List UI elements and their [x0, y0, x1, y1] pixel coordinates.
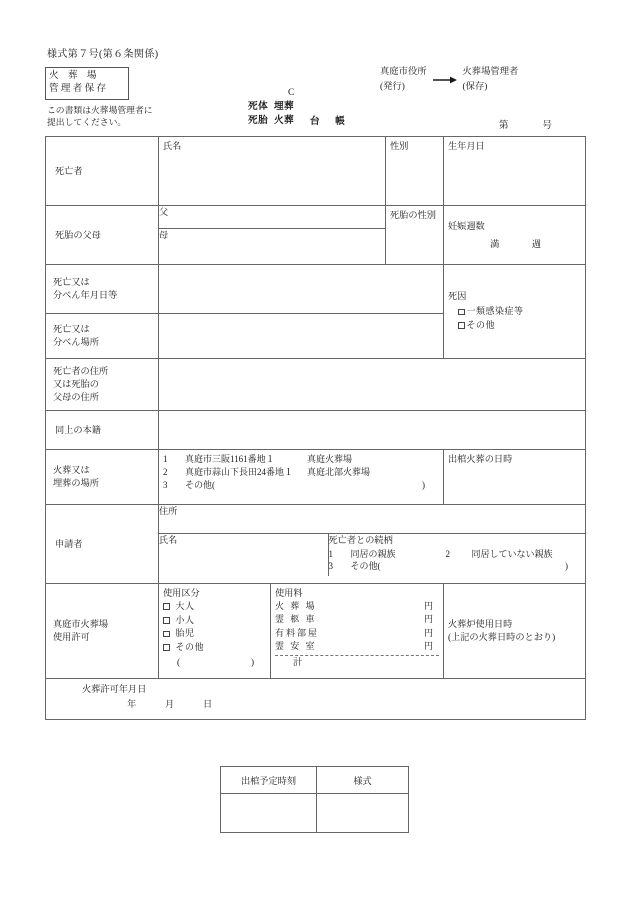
burial-option-2-address: 真庭市蒜山下長田24番地１	[185, 467, 294, 478]
relationship-option-2-label: 同居していない親族	[471, 548, 553, 559]
keeper-stamp-box	[45, 67, 129, 100]
field-fetus-sex[interactable]	[386, 206, 444, 265]
right-arrow-icon	[433, 65, 457, 84]
form-number: 様式第７号(第６条関係)	[47, 49, 159, 60]
checkbox-icon[interactable]	[163, 631, 170, 638]
field-father[interactable]	[159, 206, 385, 229]
field-fees[interactable]	[271, 584, 444, 679]
bottom-table-cell-departure-time[interactable]	[221, 794, 317, 833]
label-mother: 母	[159, 230, 169, 240]
cause-option-infectious[interactable]	[458, 305, 581, 319]
keeper-box-line-1	[49, 70, 125, 83]
row-applicant-address	[159, 505, 586, 534]
issuing-flow	[380, 65, 518, 95]
permit-date-year: 年	[127, 698, 137, 709]
burial-option-1-address: 真庭市三阪1161番地１	[185, 454, 275, 464]
label-departure-datetime: 出棺火葬の日時	[448, 454, 513, 464]
field-relationship[interactable]	[328, 534, 586, 577]
label-death-place-line-1: 死亡又は	[53, 324, 90, 335]
cause-option-other-label: その他	[466, 319, 496, 330]
fee-item-mortuary-label: 霊 安 室	[275, 641, 317, 652]
bottom-table-header-departure-time: 出棺予定時刻	[221, 767, 317, 794]
usage-paren-close: )	[250, 656, 254, 667]
bottom-table-header-row	[221, 767, 409, 794]
title-matrix	[248, 100, 300, 128]
label-address-line-1: 死亡者の住所	[53, 366, 109, 377]
keeper-box-text-2: 管 理 者 保 存	[49, 83, 107, 94]
burial-option-2-facility: 真庭北部火葬場	[307, 467, 371, 478]
label-deceased	[46, 137, 159, 206]
flow-keeper-role: (保存)	[462, 81, 488, 92]
relationship-option-1-number: 1	[328, 548, 333, 559]
field-applicant-address[interactable]	[159, 505, 586, 534]
permit-date-block	[50, 682, 581, 711]
label-relationship: 死亡者との続柄	[328, 535, 393, 545]
fee-item-paid-room	[275, 627, 439, 641]
row-applicant	[46, 505, 586, 584]
field-applicant	[159, 505, 586, 584]
usage-other-input[interactable]	[163, 656, 266, 669]
document-title	[248, 100, 348, 128]
usage-option-other[interactable]	[163, 641, 266, 655]
usage-paren-open: (	[177, 656, 181, 667]
row-applicant-name	[159, 534, 586, 577]
checkbox-icon[interactable]	[163, 644, 170, 651]
label-cause-of-death: 死因	[448, 291, 467, 302]
label-father: 父	[159, 207, 169, 217]
row-father	[159, 206, 385, 229]
flow-issuer	[380, 65, 427, 95]
label-burial-place-line-2: 埋葬の場所	[53, 478, 99, 488]
title-kaso: 火葬	[274, 114, 295, 126]
field-death-place[interactable]	[159, 314, 444, 359]
row-family-registry	[46, 411, 586, 450]
field-burial-place-options[interactable]	[159, 450, 444, 505]
label-stillborn-parents-text: 死胎の父母	[55, 229, 101, 240]
submission-note-line-1: この書類は火葬場管理者に	[47, 105, 153, 115]
usage-option-fetus[interactable]	[163, 627, 266, 641]
relationship-option-row-2[interactable]	[329, 560, 587, 573]
field-stillborn-parents	[159, 206, 386, 265]
usage-option-adult[interactable]	[163, 600, 266, 614]
gestation-week-label: 週	[531, 238, 541, 249]
title-shitai-fetus: 死胎	[248, 114, 269, 126]
fee-item-crematorium-label: 火 葬 場	[275, 600, 317, 611]
gestation-inline	[448, 238, 581, 251]
relationship-option-2-number: 2	[445, 548, 450, 559]
fee-item-crematorium-unit: 円	[423, 600, 433, 611]
fee-item-hearse-label: 霊 柩 車	[275, 614, 317, 625]
usage-option-child-label: 小人	[175, 614, 195, 625]
field-deceased-sex[interactable]	[386, 137, 444, 206]
field-applicant-name[interactable]	[159, 534, 328, 577]
label-death-date-line-1: 死亡又は	[53, 277, 90, 288]
main-form-table	[45, 136, 586, 720]
label-fees: 使用料	[275, 588, 303, 598]
label-death-place-line-2: 分べん場所	[53, 337, 99, 347]
label-permit-date: 火葬許可年月日	[82, 684, 147, 694]
usage-option-adult-label: 大人	[175, 600, 195, 611]
title-matrix-row-2	[248, 114, 300, 128]
field-usage-category[interactable]	[159, 584, 271, 679]
relationship-option-3-close-paren: )	[565, 561, 568, 572]
fee-item-paid-room-label: 有料部屋	[275, 627, 320, 638]
ledger-number-suffix: 号	[542, 121, 553, 131]
label-deceased-text: 死亡者	[55, 165, 83, 176]
label-address	[46, 359, 159, 411]
label-gestation: 妊娠週数	[448, 220, 485, 231]
title-matrix-row-1	[248, 100, 300, 114]
burial-place-option-1[interactable]	[163, 453, 439, 466]
relationship-option-row-1[interactable]	[329, 548, 587, 561]
field-permit-date[interactable]	[46, 679, 586, 720]
checkbox-icon[interactable]	[163, 603, 170, 610]
field-mother[interactable]	[159, 229, 385, 252]
label-permit	[46, 584, 159, 679]
field-gestation-weeks[interactable]	[444, 206, 586, 265]
title-shitai: 死体	[248, 101, 269, 112]
title-ledger: 台 帳	[310, 115, 348, 127]
label-fetus-sex: 死胎の性別	[390, 210, 436, 220]
submission-note-line-2: 提出してください。	[47, 116, 127, 127]
flow-issuer-name: 真庭市役所	[380, 67, 427, 77]
label-name: 氏名	[163, 141, 182, 151]
row-deceased	[46, 137, 586, 206]
applicant-subtable	[159, 505, 586, 576]
label-permit-line-1: 真庭市火葬場	[53, 619, 109, 630]
keeper-box-text-1: 火 葬 場	[49, 71, 97, 81]
fee-item-hearse	[275, 613, 439, 627]
label-sex: 性別	[390, 141, 409, 151]
burial-option-1-facility: 真庭火葬場	[307, 454, 353, 464]
row-permit	[46, 584, 586, 679]
burial-option-3-number: 3	[163, 480, 168, 491]
burial-place-option-list	[163, 453, 439, 492]
field-address[interactable]	[159, 359, 586, 411]
field-deceased-name[interactable]	[159, 137, 386, 206]
label-burial-place-line-1: 火葬又は	[53, 465, 90, 476]
field-furnace-datetime[interactable]	[444, 584, 586, 679]
label-death-date-line-2: 分べん年月日等	[53, 290, 118, 300]
usage-option-other-label: その他	[175, 641, 205, 652]
burial-option-3-close-paren: )	[422, 480, 425, 491]
usage-option-child[interactable]	[163, 614, 266, 628]
keeper-box-line-2	[49, 83, 125, 96]
field-departure-datetime[interactable]	[444, 450, 586, 505]
label-applicant	[46, 505, 159, 584]
title-maiso: 埋葬	[274, 101, 295, 112]
permit-date-inputs[interactable]	[82, 697, 581, 712]
fee-item-mortuary-unit: 円	[423, 641, 433, 652]
relationship-option-3-label: その他(	[350, 561, 381, 572]
bottom-table-cell-form-type[interactable]	[317, 794, 409, 833]
checkbox-icon[interactable]	[458, 309, 465, 316]
permit-date-month: 月	[165, 698, 175, 709]
label-family-registry-text: 同上の本籍	[55, 424, 101, 435]
relationship-option-3-number: 3	[328, 561, 333, 572]
row-address	[46, 359, 586, 411]
row-mother	[159, 229, 385, 252]
field-death-date[interactable]	[159, 265, 444, 314]
label-burial-place	[46, 450, 159, 505]
flow-keeper-name: 火葬場管理者	[462, 67, 519, 77]
fee-item-mortuary	[275, 640, 439, 654]
flow-keeper	[463, 65, 519, 95]
label-address-line-3: 父母の住所	[53, 391, 99, 402]
fee-total-label: 計	[293, 656, 303, 667]
label-applicant-name: 氏名	[159, 535, 178, 545]
label-usage-category: 使用区分	[163, 588, 200, 598]
label-applicant-address: 住所	[159, 506, 178, 516]
stillborn-parents-subtable	[159, 206, 385, 251]
label-family-registry	[46, 411, 159, 450]
usage-option-fetus-label: 胎児	[175, 628, 195, 639]
checkbox-icon[interactable]	[458, 322, 465, 329]
submission-note	[47, 105, 153, 129]
row-stillborn-parents	[46, 206, 586, 265]
ledger-number	[499, 117, 552, 131]
cause-options	[448, 305, 581, 332]
flow-issuer-role: (発行)	[380, 81, 405, 92]
label-death-place	[46, 314, 159, 359]
burial-option-1-number: 1	[163, 454, 168, 464]
usage-option-list	[163, 600, 266, 669]
label-birthdate: 生年月日	[448, 141, 485, 151]
burial-place-option-3[interactable]	[163, 479, 439, 492]
bottom-table-body-row	[221, 794, 409, 833]
label-furnace-datetime-note: (上記の火葬日時のとおり)	[448, 632, 556, 642]
burial-option-3-label: その他(	[185, 480, 215, 491]
departure-schedule-table	[220, 766, 409, 833]
label-stillborn-parents	[46, 206, 159, 265]
ledger-number-prefix: 第	[499, 121, 509, 131]
field-family-registry[interactable]	[159, 411, 586, 450]
label-furnace-datetime: 火葬炉使用日時	[448, 619, 513, 630]
permit-date-day: 日	[203, 698, 213, 709]
fee-item-paid-room-unit: 円	[423, 627, 433, 638]
label-death-date	[46, 265, 159, 314]
cause-option-other[interactable]	[458, 319, 581, 333]
fee-item-crematorium	[275, 600, 439, 614]
row-burial-place	[46, 450, 586, 505]
burial-place-option-2[interactable]	[163, 466, 439, 479]
cause-option-infectious-label: 一類感染症等	[466, 306, 524, 317]
label-applicant-text: 申請者	[55, 538, 83, 549]
label-permit-line-2: 使用許可	[53, 632, 90, 642]
burial-option-2-number: 2	[163, 467, 168, 478]
fee-item-hearse-unit: 円	[423, 614, 433, 625]
fee-list	[275, 600, 439, 670]
relationship-option-1-label: 同居の親族	[350, 548, 396, 559]
field-cause-of-death[interactable]	[444, 265, 586, 359]
bottom-table-header-form-type: 様式	[317, 767, 409, 794]
c-mark: C	[288, 88, 295, 98]
row-permit-date	[46, 679, 586, 720]
row-death-date	[46, 265, 586, 314]
checkbox-icon[interactable]	[163, 617, 170, 624]
gestation-full-label: 満	[490, 238, 500, 249]
label-address-line-2: 又は死胎の	[53, 379, 99, 390]
field-deceased-birthdate[interactable]	[444, 137, 586, 206]
